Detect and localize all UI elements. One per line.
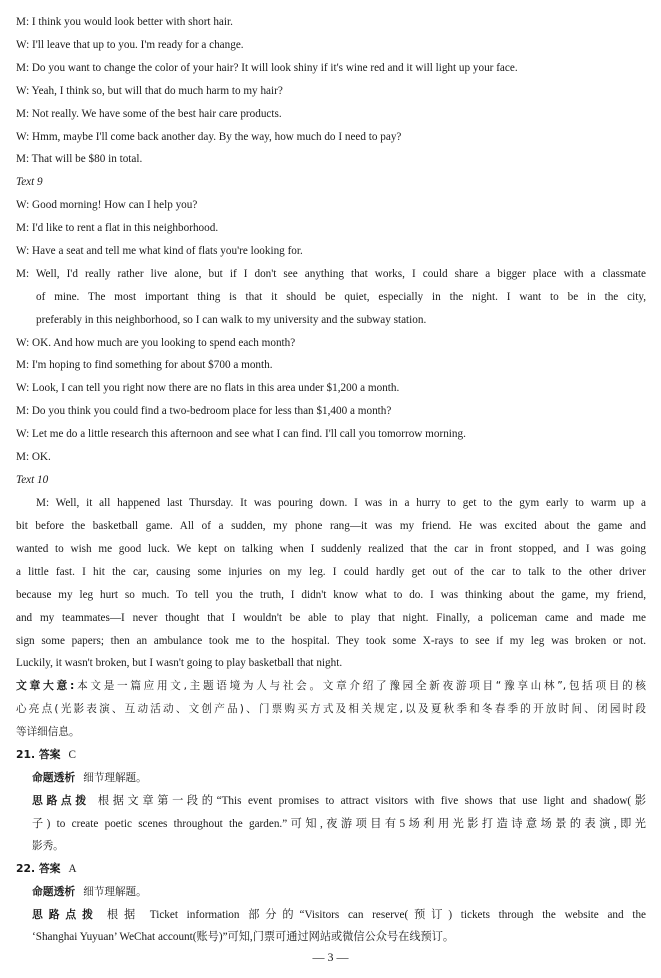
section-title-text9: Text 9 — [16, 176, 43, 188]
paragraph-line: a little fast. I hit the car, causing some injuries on my leg. I could hardly get out of the car to talk to the other driver — [16, 566, 646, 578]
dialogue-line: M: Do you think you could find a two-bedroom place for less than $1,400 a month? — [16, 405, 392, 417]
hint-label: 思路点拨 — [32, 794, 90, 807]
hint-label: 思路点拨 — [32, 908, 99, 921]
dialogue-line: W: Hmm, maybe I'll come back another day. By the way, how much do I need to pay? — [16, 131, 402, 143]
analysis-label: 命题透析 — [32, 771, 76, 784]
hint-line: 子) to create poetic scenes throughout the garden.”可知,夜游项目有5场利用光影打造诗意场景的表演,即光 — [32, 818, 646, 830]
answer-21 — [16, 748, 646, 762]
hint-line: 影秀。 — [32, 840, 64, 852]
summary-line: 心亮点(光影表演、互动活动、文创产品)、门票购买方式及相关规定,以及夏秋季和冬春季的开放时间、闭园时段 — [16, 703, 646, 715]
hint-line: ‘Shanghai Yuyuan’ WeChat account(账号)”可知,门票可通过网站或微信公众号在线预订。 — [32, 931, 455, 943]
summary-line: 等详细信息。 — [16, 726, 80, 738]
summary-line — [16, 679, 646, 693]
paragraph-line: sign some papers; then an ambulance took me to the hospital. They took some X-rays to see if my leg was broken or not. — [16, 635, 646, 647]
page-number: — 3 — — [312, 950, 349, 964]
dialogue-line: M: I'd like to rent a flat in this neighborhood. — [16, 222, 219, 234]
dialogue-line: M: I'm hoping to find something for about $700 a month. — [16, 359, 273, 371]
dialogue-line: W: OK. And how much are you looking to spend each month? — [16, 337, 296, 349]
dialogue-line-cont: preferably in this neighborhood, so I can walk to my university and the subway station. — [36, 314, 427, 326]
paragraph-line: M: Well, it all happened last Thursday. It was pouring down. I was in a hurry to get to the gym early to warm up a — [36, 497, 646, 509]
paragraph-line: and my teammates—I never thought that I wouldn't be able to play that night. Finally, a policeman came and made me — [16, 612, 646, 624]
analysis-row — [32, 771, 646, 785]
hint-row — [32, 908, 646, 922]
dialogue-line: M: Not really. We have some of the best hair care products. — [16, 108, 282, 120]
summary-text: 本文是一篇应用文,主题语境为人与社会。文章介绍了豫园全新夜游项目“豫享山林”,包括项目的核 — [74, 680, 646, 692]
analysis-label: 命题透析 — [32, 885, 76, 898]
dialogue-line: M: That will be $80 in total. — [16, 153, 143, 165]
hint-text: 根据文章第一段的“This event promises to attract visitors with five shows that use light and shadow(影 — [97, 795, 647, 807]
paragraph-line: wanted to wish me good luck. We kept on talking when I suddenly realized that the car in front stopped, and I was going — [16, 543, 646, 555]
dialogue-line: W: Let me do a little research this afternoon and see what I can find. I'll call you tomorrow morning. — [16, 428, 466, 440]
answer-22 — [16, 862, 646, 876]
dialogue-line: W: Have a seat and tell me what kind of flats you're looking for. — [16, 245, 303, 257]
answer-letter: A — [68, 863, 77, 875]
dialogue-line: M: I think you would look better with short hair. — [16, 16, 233, 28]
paragraph-line: Luckily, it wasn't broken, but I wasn't going to play basketball that night. — [16, 657, 343, 669]
analysis-text: 细节理解题。 — [83, 772, 147, 784]
dialogue-line: W: Yeah, I think so, but will that do much harm to my hair? — [16, 85, 283, 97]
paragraph-line: bit before the basketball game. All of a sudden, my phone rang—it was my friend. He was excited about the game and — [16, 520, 646, 532]
summary-label: 文章大意: — [16, 679, 75, 692]
hint-text: 根据 Ticket information 部分的“Visitors can reserve(预订) tickets through the website and the — [106, 909, 646, 921]
section-title-text10: Text 10 — [16, 474, 49, 486]
answer-letter: C — [68, 749, 76, 761]
hint-row — [32, 794, 646, 808]
dialogue-line: M: Do you want to change the color of your hair? It will look shiny if it's wine red and it will light up your face. — [16, 62, 518, 74]
paragraph-line: because my leg hurt so much. To tell you the truth, I didn't know what to do. I was thinking about the game, my friend, — [16, 589, 646, 601]
dialogue-line: M: Well, I'd really rather live alone, but if I don't see anything that works, I could share a bigger place with a classmate — [16, 268, 646, 280]
dialogue-line: M: OK. — [16, 451, 51, 463]
question-number: 22. 答案 — [16, 862, 61, 875]
analysis-text: 细节理解题。 — [83, 886, 147, 898]
dialogue-line: W: Look, I can tell you right now there are no flats in this area under $1,200 a month. — [16, 382, 400, 394]
dialogue-line: W: I'll leave that up to you. I'm ready for a change. — [16, 39, 244, 51]
analysis-row — [32, 885, 646, 899]
question-number: 21. 答案 — [16, 748, 61, 761]
dialogue-line-cont: of mine. The most important thing is that it should be quiet, especially in the night. I want to be in the city, — [36, 291, 646, 303]
dialogue-line: W: Good morning! How can I help you? — [16, 199, 198, 211]
